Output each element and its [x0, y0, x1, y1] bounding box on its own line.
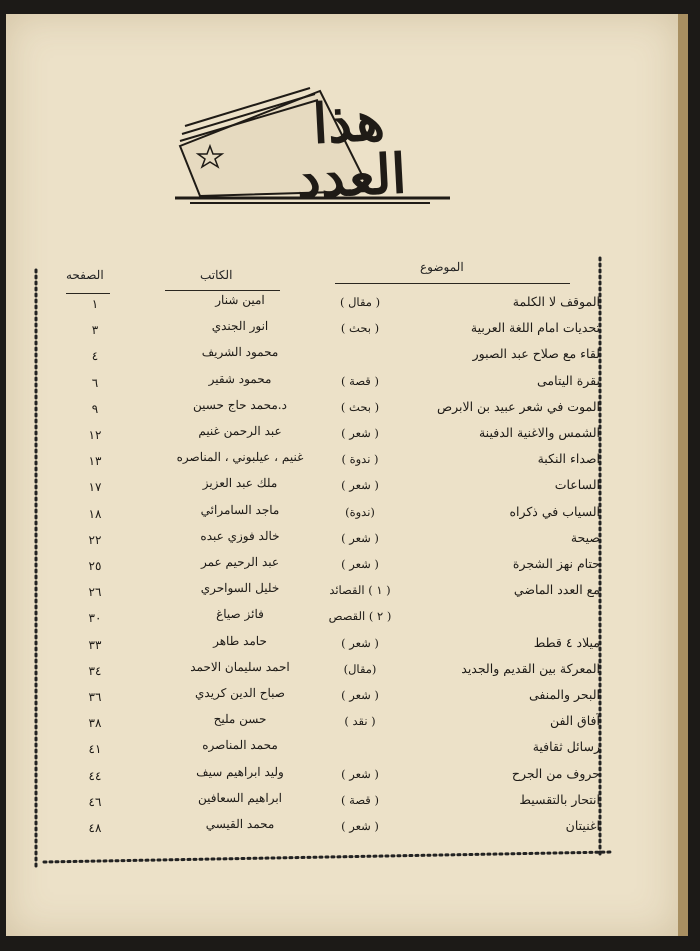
- toc-row: [60, 578, 600, 602]
- header-page: الصفحه: [66, 268, 104, 282]
- toc-page: ٣٤: [88, 663, 102, 678]
- toc-type: ( شعر ): [341, 635, 379, 650]
- toc-row: [60, 421, 600, 445]
- toc-topic: الشمس والاغنية الدفينة: [478, 425, 600, 440]
- toc-page: ٢٥: [88, 559, 102, 573]
- toc-author: ملك عبد العزيز: [202, 476, 278, 491]
- toc-type: ( ١ ) القصائد: [329, 583, 391, 598]
- toc-type: (ندوة): [345, 504, 375, 519]
- toc-author: محمد المناصره: [202, 738, 278, 753]
- toc-page: ٤١: [88, 742, 102, 757]
- toc-row: [60, 342, 600, 366]
- toc-row: [60, 526, 600, 550]
- toc-row: [60, 657, 600, 681]
- toc-topic: الموقف لا الكلمة: [512, 294, 600, 309]
- toc-page: ٢٦: [88, 585, 102, 600]
- toc-type: ( ندوة ): [341, 452, 379, 467]
- toc-page: ١: [91, 297, 99, 311]
- toc-page: ١٣: [88, 454, 102, 469]
- toc-row: [60, 447, 600, 471]
- header-topic-rule: [335, 283, 570, 284]
- toc-author: خليل السواحري: [200, 581, 280, 596]
- toc-type: ( شعر ): [341, 688, 379, 702]
- toc-type: ( قصة ): [341, 792, 379, 807]
- toc-author: حسن مليح: [213, 712, 267, 727]
- toc-page: ٣٣: [88, 637, 102, 652]
- toc-type: ( شعر ): [341, 426, 379, 440]
- toc-page: ٤٤: [88, 768, 102, 783]
- toc-page: ٣: [91, 323, 99, 338]
- toc-author: ماجد السامرائي: [200, 502, 280, 517]
- toc-page: ١٧: [88, 480, 102, 495]
- toc-page: ٣٨: [88, 716, 102, 731]
- toc-page: ٦: [91, 375, 99, 390]
- toc-row: [60, 604, 600, 628]
- toc-row: [60, 316, 600, 340]
- toc-row: [60, 473, 600, 497]
- toc-page: ٩: [91, 401, 99, 416]
- toc-page: ٤٦: [88, 794, 102, 809]
- toc-author: حامد طاهر: [213, 633, 267, 648]
- toc-type: (مقال): [343, 661, 377, 676]
- toc-author: ابراهيم السعافين: [197, 790, 282, 805]
- toc-type: ( قصة ): [341, 373, 379, 388]
- toc-page: ٢٢: [88, 532, 102, 547]
- toc-topic: اغنيتان: [565, 818, 600, 833]
- toc-author: خالد فوزي عبده: [200, 528, 280, 543]
- toc-author: انور الجندي: [211, 319, 269, 334]
- toc-type: ( نقد ): [344, 714, 376, 729]
- toc-author: عبد الرحمن غنيم: [198, 424, 282, 438]
- toc-row: [60, 814, 600, 838]
- toc-type: ( شعر ): [341, 478, 379, 493]
- toc-author: محمود شقير: [208, 371, 272, 386]
- toc-author: احمد سليمان الاحمد: [190, 659, 290, 674]
- toc-author: غنيم ، عيلبوني ، المناصره: [176, 450, 304, 465]
- toc-author: عبد الرحيم عمر: [200, 555, 280, 569]
- toc-row: [60, 552, 600, 576]
- toc-topic: اصداء النكبة: [537, 451, 600, 467]
- toc-author: امين شنار: [215, 293, 265, 307]
- toc-page: ١٢: [88, 428, 102, 442]
- toc-type: ( بحث ): [340, 399, 380, 414]
- toc-row: [60, 762, 600, 786]
- toc-page: ٤٨: [88, 821, 102, 835]
- toc-author: وليد ابراهيم سيف: [196, 764, 284, 779]
- toc-page: ٣٠: [88, 611, 102, 626]
- toc-topic: الساعات: [554, 477, 600, 493]
- toc-row: [60, 735, 600, 759]
- toc-row: [60, 500, 600, 524]
- toc-topic: المعركة بين القديم والجديد: [461, 660, 600, 676]
- toc-page: ٤: [91, 349, 99, 364]
- toc-row: [60, 395, 600, 419]
- toc-topic: تحديات امام اللغة العربية: [470, 320, 600, 336]
- toc-type: ( مقال ): [339, 295, 381, 309]
- toc-type: ( شعر ): [341, 766, 379, 781]
- page-edge: [678, 14, 688, 936]
- toc-topic: انتحار بالتقسيط: [519, 791, 600, 807]
- toc-author: د.محمد حاج حسين: [193, 397, 287, 412]
- toc-type: ( شعر ): [341, 819, 379, 833]
- toc-topic: مع العدد الماضي: [513, 582, 600, 598]
- toc-topic: آفاق الفن: [549, 713, 600, 729]
- toc-row: [60, 631, 600, 655]
- toc-row: [60, 683, 600, 707]
- toc-topic: الموت في شعر عبيد بن الابرص: [436, 398, 600, 414]
- toc-type: ( شعر ): [341, 557, 379, 571]
- toc-topic: حتام نهز الشجرة: [512, 556, 600, 571]
- toc-author: محمد القيسي: [205, 817, 275, 831]
- toc-author: محمود الشريف: [201, 345, 279, 360]
- masthead-title: هذا العدد: [294, 88, 408, 211]
- toc-topic: السياب في ذكراه: [509, 503, 600, 519]
- toc-topic: لقاء مع صلاح عبد الصبور: [472, 346, 600, 362]
- toc-row: [60, 788, 600, 812]
- toc-row: [60, 290, 600, 314]
- toc-topic: رسائل ثقافية: [532, 739, 600, 755]
- toc-author: فائز صياغ: [216, 607, 264, 622]
- toc-row: [60, 369, 600, 393]
- header-topic: الموضوع: [420, 260, 464, 274]
- toc-page: ١٨: [88, 506, 102, 521]
- toc-type: ( بحث ): [340, 321, 380, 336]
- toc-type: ( ٢ ) القصص: [328, 609, 392, 624]
- toc-topic: بقرة اليتامى: [537, 372, 600, 388]
- toc-page: ٣٦: [88, 690, 102, 704]
- toc-type: ( شعر ): [341, 530, 379, 545]
- toc-topic: صيحة: [570, 529, 600, 545]
- toc-topic: ميلاد ٤ قطط: [533, 634, 600, 650]
- toc-topic: البحر والمنفى: [528, 687, 600, 702]
- toc-topic: حروف من الجرح: [511, 765, 600, 781]
- header-author: الكاتب: [200, 268, 233, 282]
- toc-author: صباح الدين كريدي: [195, 686, 285, 700]
- toc-row: [60, 709, 600, 733]
